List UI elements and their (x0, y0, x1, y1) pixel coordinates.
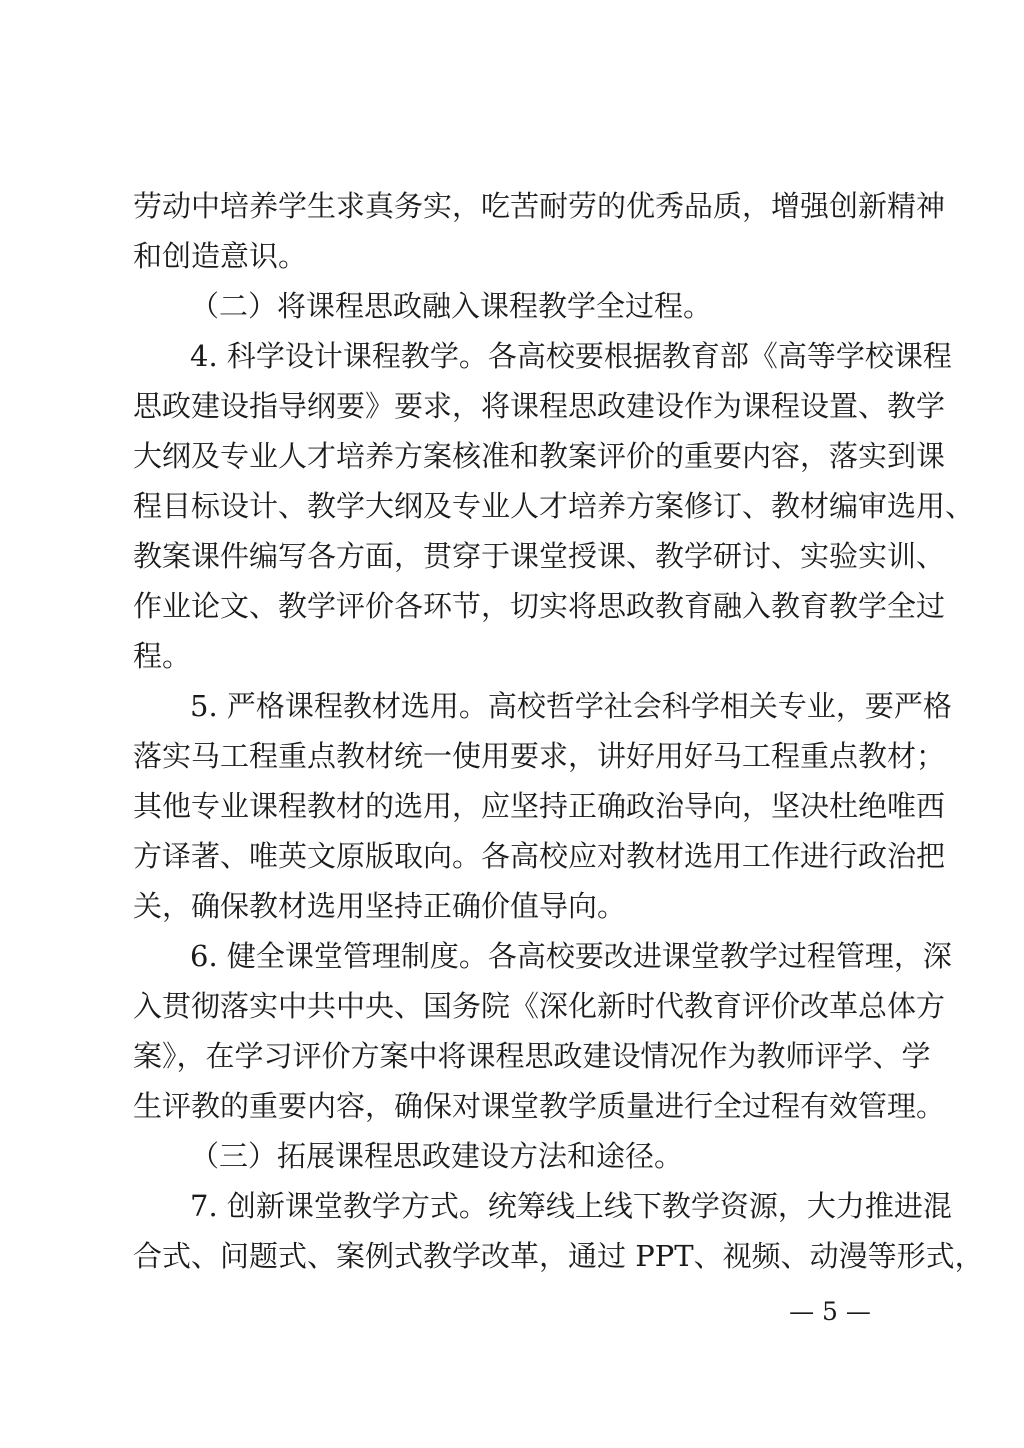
text-line: 落实马工程重点教材统一使用要求，讲好用好马工程重点教材； (133, 739, 946, 773)
paragraph-start: 4. 科学设计课程教学。各高校要根据教育部《高等学校课程 (190, 339, 952, 373)
text-line: 和创造意识。 (133, 239, 308, 273)
text-line: 生评教的重要内容，确保对课堂教学质量进行全过程有效管理。 (133, 1089, 946, 1123)
text-line: 程。 (133, 639, 192, 673)
text-line: 程目标设计、教学大纲及专业人才培养方案修订、教材编审选用、 (133, 489, 975, 523)
text-line: 方译著、唯英文原版取向。各高校应对教材选用工作进行政治把 (133, 839, 946, 873)
text-line: 入贯彻落实中共中央、国务院《深化新时代教育评价改革总体方 (133, 989, 946, 1023)
paragraph-start: 7. 创新课堂教学方式。统筹线上线下教学资源，大力推进混 (190, 1189, 952, 1223)
text-line: 劳动中培养学生求真务实，吃苦耐劳的优秀品质，增强创新精神 (133, 189, 946, 223)
text-line: 思政建设指导纲要》要求，将课程思政建设作为课程设置、教学 (133, 389, 946, 423)
text-line: 关，确保教材选用坚持正确价值导向。 (133, 889, 627, 923)
text-line: 教案课件编写各方面，贯穿于课堂授课、教学研讨、实验实训、 (133, 539, 946, 573)
paragraph-start: 6. 健全课堂管理制度。各高校要改进课堂教学过程管理，深 (190, 939, 952, 973)
text-line: 合式、问题式、案例式教学改革，通过 PPT、视频、动漫等形式， (133, 1239, 984, 1273)
text-line: 作业论文、教学评价各环节，切实将思政教育融入教育教学全过 (133, 589, 946, 623)
page-number: — 5 — (789, 1297, 871, 1326)
section-heading: （三）拓展课程思政建设方法和途径。 (190, 1139, 684, 1173)
paragraph-start: 5. 严格课程教材选用。高校哲学社会科学相关专业，要严格 (190, 689, 952, 723)
text-line: 其他专业课程教材的选用，应坚持正确政治导向，坚决杜绝唯西 (133, 789, 946, 823)
text-line: 大纲及专业人才培养方案核准和教案评价的重要内容，落实到课 (133, 439, 946, 473)
section-heading: （二）将课程思政融入课程教学全过程。 (190, 289, 713, 323)
text-line: 案》，在学习评价方案中将课程思政建设情况作为教师评学、学 (133, 1039, 931, 1073)
